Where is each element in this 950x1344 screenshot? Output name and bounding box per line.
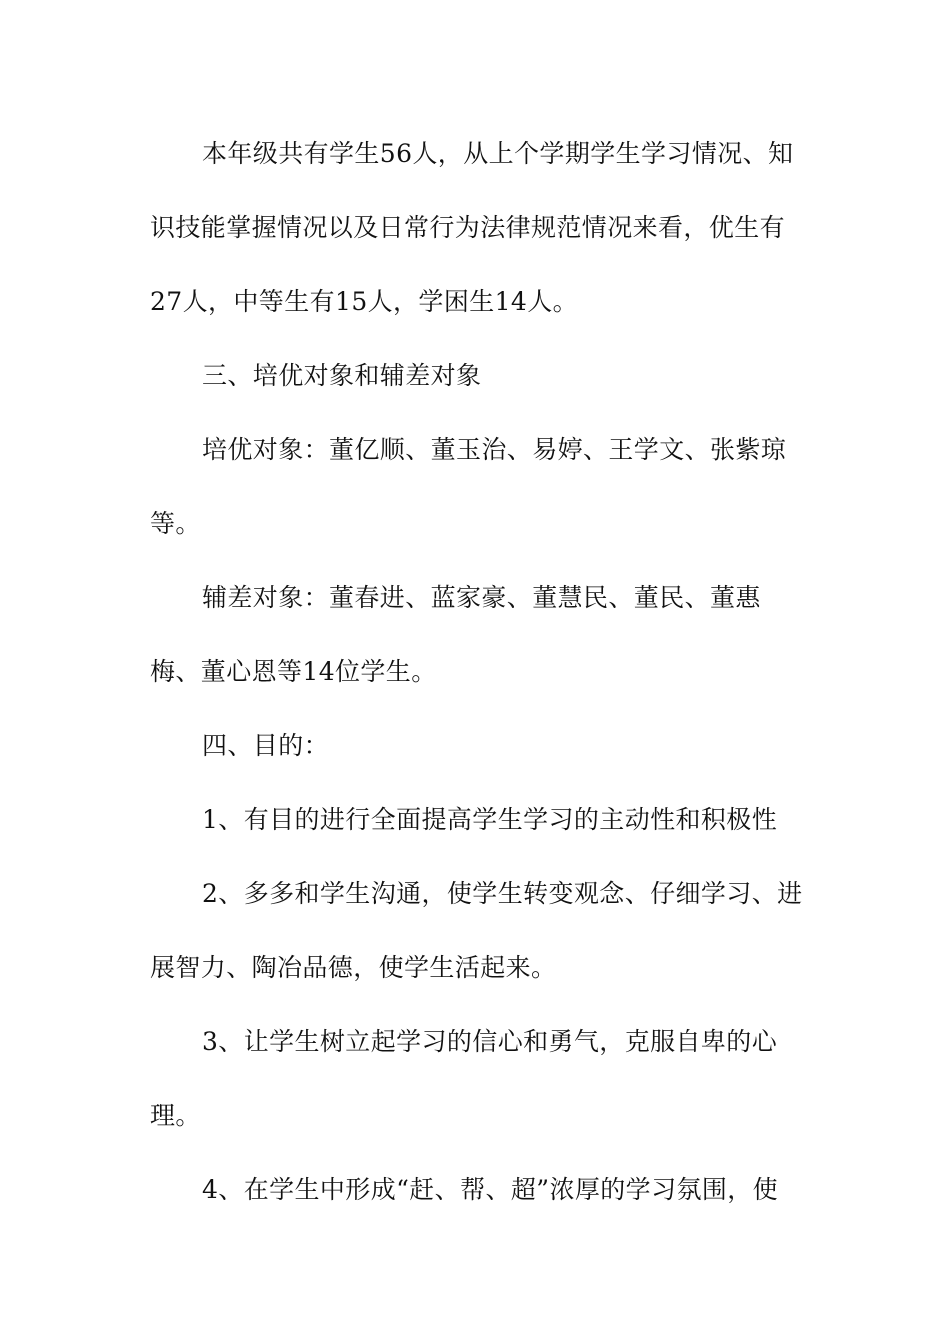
paragraph-line: 辅差对象：董春进、蓝家豪、董慧民、董民、董惠 <box>202 583 761 612</box>
list-item-continuation: 展智力、陶冶品德，使学生活起来。 <box>150 953 557 982</box>
list-item: 4、在学生中形成“赶、帮、超”浓厚的学习氛围，使 <box>202 1175 779 1204</box>
list-item: 3、让学生树立起学习的信心和勇气，克服自卑的心 <box>202 1027 778 1056</box>
paragraph-line: 等。 <box>150 509 201 538</box>
section-heading: 三、培优对象和辅差对象 <box>202 361 482 390</box>
paragraph-line: 识技能掌握情况以及日常行为法律规范情况来看，优生有 <box>150 213 786 242</box>
paragraph-line: 培优对象：董亿顺、董玉治、易婷、王学文、张紫琼 <box>202 435 787 464</box>
section-heading: 四、目的： <box>202 731 330 760</box>
paragraph-line: 27人，中等生有15人，学困生14人。 <box>150 287 579 316</box>
list-item: 1、有目的进行全面提高学生学习的主动性和积极性 <box>202 805 778 834</box>
paragraph-line: 本年级共有学生56人，从上个学期学生学习情况、知 <box>202 139 794 168</box>
list-item: 2、多多和学生沟通，使学生转变观念、仔细学习、进 <box>202 879 803 908</box>
list-item-continuation: 理。 <box>150 1101 201 1130</box>
paragraph-line: 梅、董心恩等14位学生。 <box>150 657 437 686</box>
